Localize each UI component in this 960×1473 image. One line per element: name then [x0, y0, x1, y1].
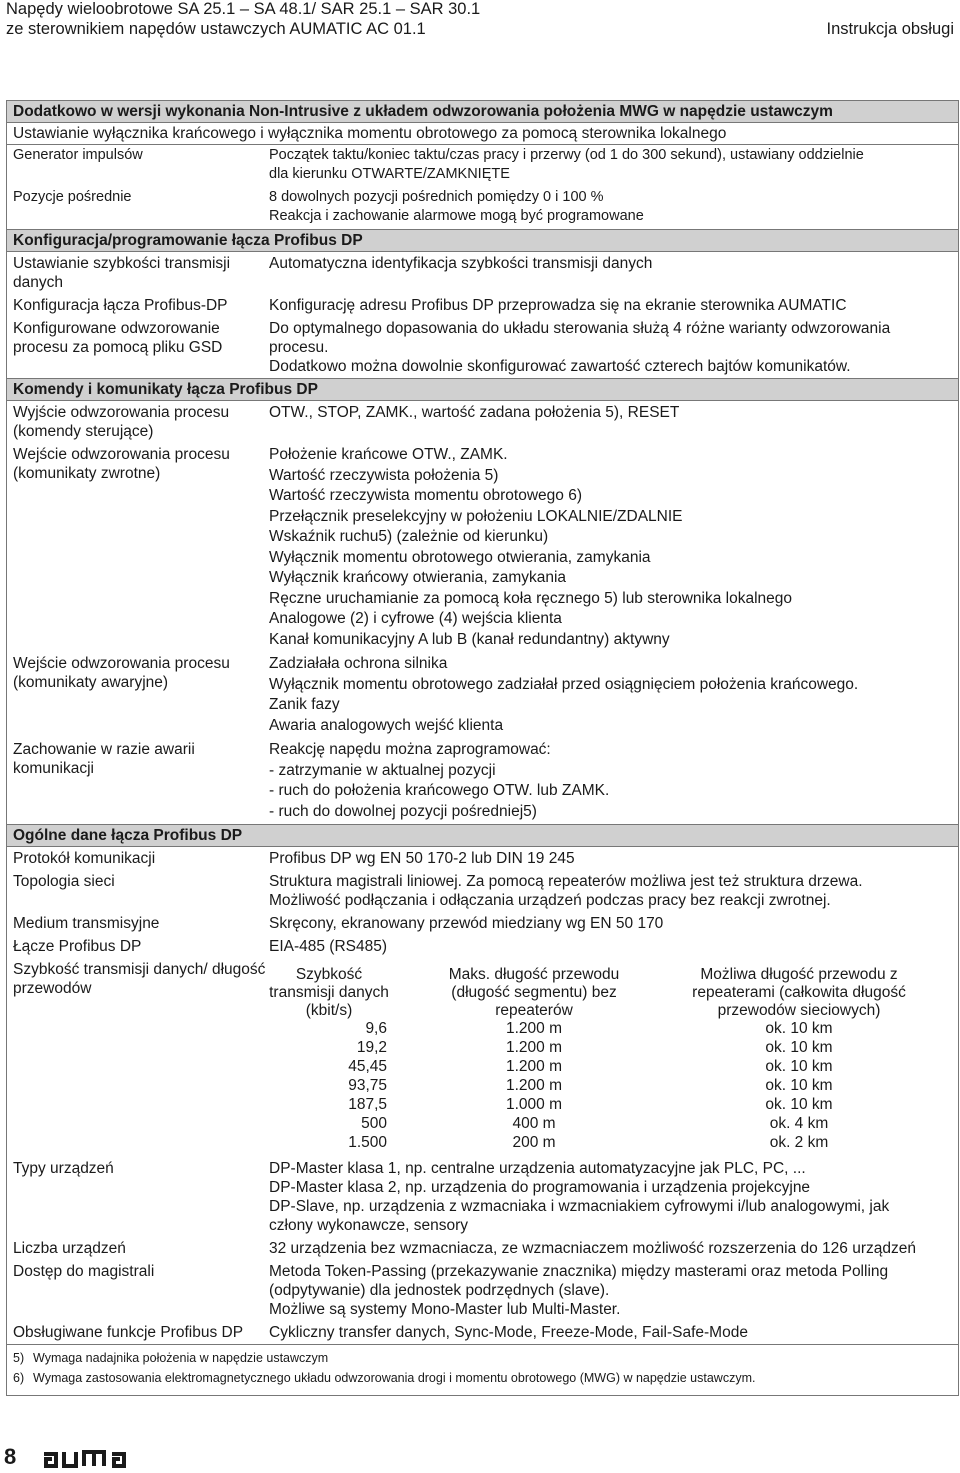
footnote-number: 5) [13, 1351, 25, 1365]
row-value [269, 296, 958, 315]
baud-repeater-column [669, 966, 929, 1153]
baud-table [269, 960, 958, 1155]
row-label: Pozycje pośrednie [13, 189, 132, 205]
baud-length-column [419, 966, 649, 1153]
baud-cell: 1.200 m [505, 1077, 562, 1094]
header-doc-type: Instrukcja obsługi [826, 20, 954, 38]
row-value [269, 1159, 958, 1235]
baud-speed-column [269, 966, 389, 1153]
table-row [7, 738, 958, 824]
row-label: Wejście odwzorowania procesu (komunikaty zwrotne) [13, 446, 230, 482]
value-line: Zanik fazy [269, 696, 340, 713]
value-line: 8 dowolnych pozycji pośrednich pomiędzy 0 i 100 % [269, 189, 604, 205]
row-label: Generator impulsów [13, 147, 143, 163]
baud-cell: 9,6 [365, 1020, 387, 1037]
baud-cell: 1.000 m [505, 1096, 562, 1113]
footnote-text: Wymaga nadajnika położenia w napędzie ustawczym [33, 1351, 329, 1365]
baud-cell: ok. 10 km [765, 1039, 833, 1056]
value-line: 32 urządzenia bez wzmacniacza, ze wzmacniaczem możliwość rozszerzenia do 126 urządzeń [269, 1240, 916, 1257]
baud-cell: ok. 10 km [765, 1077, 833, 1094]
value-line: Profibus DP wg EN 50 170-2 lub DIN 19 245 [269, 850, 575, 867]
baud-cell: 1.500 [348, 1134, 387, 1151]
row-value [269, 189, 958, 227]
row-label: Konfigurowane odwzorowanie procesu za pomocą pliku GSD [13, 320, 223, 356]
value-line: Struktura magistrali liniowej. Za pomocą repeaterów możliwa jest też struktura drzewa. [269, 873, 863, 890]
value-line: Wyłącznik momentu obrotowego otwierania, zamykania [269, 548, 651, 566]
value-line: Zadziałała ochrona silnika [269, 655, 448, 672]
baud-cell: ok. 4 km [769, 1115, 829, 1132]
table-row [7, 870, 958, 912]
column-header: Maks. długość przewodu (długość segmentu) bez repeaterów [448, 966, 620, 1019]
row-value [269, 849, 958, 868]
auma-logo [42, 1446, 128, 1473]
baud-cell: ok. 10 km [765, 1096, 833, 1113]
baud-cell: 1.200 m [505, 1020, 562, 1037]
row-label: Typy urządzeń [13, 1160, 114, 1177]
value-line: Możliwe są systemy Mono-Master lub Multi-Master. [269, 1301, 621, 1318]
spec-table [6, 100, 959, 1396]
table-row [7, 187, 958, 229]
table-row [7, 1321, 958, 1344]
row-label: Medium transmisyjne [13, 915, 160, 932]
table-row [7, 252, 958, 294]
row-value [269, 654, 958, 736]
column-header: Możliwa długość przewodu z repeaterami (całkowita długość przewodów sieciowych) [692, 966, 906, 1019]
value-line: DP-Master klasa 1, np. centralne urządzenia automatyzacyjne jak PLC, PC, ... [269, 1160, 806, 1177]
value-line: Reakcję napędu można zaprogramować: [269, 741, 551, 758]
footnote [13, 1371, 952, 1386]
value-line: Kanał komunikacyjny A lub B (kanał redundantny) aktywny [269, 630, 670, 648]
section-title: Konfiguracja/programowanie łącza Profibus DP [7, 229, 958, 252]
footnotes [7, 1344, 958, 1395]
value-line: Cykliczny transfer danych, Sync-Mode, Freeze-Mode, Fail-Safe-Mode [269, 1324, 748, 1341]
row-value [269, 147, 958, 185]
row-value [269, 1262, 958, 1319]
row-value [269, 445, 958, 650]
section-subtitle: Ustawianie wyłącznika krańcowego i wyłącznika momentu obrotowego za pomocą sterownika lokalnego [7, 123, 958, 145]
value-line: Analogowe (2) i cyfrowe (4) wejścia klienta [269, 610, 562, 627]
value-line: - ruch do dowolnej pozycji pośredniej5) [269, 802, 537, 820]
baud-cell: 1.200 m [505, 1058, 562, 1075]
row-label: Łącze Profibus DP [13, 938, 142, 955]
row-value [269, 937, 958, 956]
value-line: Wyłącznik momentu obrotowego zadziałał przed osiągnięciem położenia krańcowego. [269, 675, 859, 693]
table-row [7, 401, 958, 443]
value-line: (odpytywanie) dla jednostek podrzędnych (slave). [269, 1282, 610, 1299]
page-number: 8 [4, 1444, 17, 1469]
table-row [7, 958, 958, 1157]
row-label: Obsługiwane funkcje Profibus DP [13, 1324, 244, 1341]
baud-cell: 93,75 [348, 1077, 387, 1094]
row-value [269, 914, 958, 933]
baud-cell: 500 [361, 1115, 387, 1132]
value-line: Skręcony, ekranowany przewód miedziany wg EN 50 170 [269, 915, 664, 932]
baud-cell: 45,45 [348, 1058, 387, 1075]
row-value [269, 1239, 958, 1258]
value-line: dla kierunku OTWARTE/ZAMKNIĘTE [269, 166, 510, 182]
row-value [269, 1323, 958, 1342]
section-title: Komendy i komunikaty łącza Profibus DP [7, 378, 958, 401]
header-line-2: ze sterownikiem napędów ustawczych AUMATIC AC 01.1 [6, 20, 426, 38]
row-value [269, 403, 958, 441]
value-line: Konfigurację adresu Profibus DP przeprowadza się na ekranie sterownika AUMATIC [269, 297, 847, 314]
baud-cell: ok. 10 km [765, 1058, 833, 1075]
row-label: Konfiguracja łącza Profibus-DP [13, 297, 228, 314]
row-label: Ustawianie szybkości transmisji danych [13, 255, 231, 291]
value-line: Wskaźnik ruchu5) (zależnie od kierunku) [269, 528, 549, 545]
baud-cell: 1.200 m [505, 1039, 562, 1056]
table-row [7, 145, 958, 187]
value-line: Metoda Token-Passing (przekazywanie znacznika) między masterami oraz metoda Polling [269, 1263, 889, 1280]
row-label: Wyjście odwzorowania procesu (komendy sterujące) [13, 404, 230, 440]
column-header: Szybkość transmisji danych (kbit/s) [269, 966, 389, 1019]
value-line: Wartość rzeczywista momentu obrotowego 6) [269, 487, 582, 504]
table-row [7, 1237, 958, 1260]
table-row [7, 443, 958, 652]
row-label: Topologia sieci [13, 873, 115, 890]
table-row [7, 935, 958, 958]
value-line: Reakcja i zachowanie alarmowe mogą być programowane [269, 208, 644, 224]
value-line: Do optymalnego dopasowania do układu sterowania służą 4 różne warianty odwzorowania [269, 320, 891, 337]
table-row [7, 294, 958, 317]
header-title [6, 0, 480, 39]
row-label: Zachowanie w razie awarii komunikacji [13, 741, 195, 777]
value-line: Przełącznik preselekcyjny w położeniu LOKALNIE/ZDALNIE [269, 507, 683, 525]
footnote-text: Wymaga zastosowania elektromagnetycznego układu odwzorowania drogi i momentu obrotowego (MWG) w napędzie ustawczym. [33, 1371, 756, 1385]
value-line: - ruch do położenia krańcowego OTW. lub ZAMK. [269, 782, 610, 799]
table-row [7, 1260, 958, 1321]
value-line: Początek taktu/koniec taktu/czas pracy i przerwy (od 1 do 300 sekund), ustawiany oddzielnie [269, 147, 864, 163]
footnote [13, 1351, 952, 1366]
value-line: Dodatkowo można dowolnie skonfigurować zawartość czterech bajtów komunikatów. [269, 358, 851, 375]
row-value [269, 740, 958, 822]
baud-cell: ok. 2 km [769, 1134, 829, 1151]
value-line: Automatyczna identyfikacja szybkości transmisji danych [269, 255, 653, 272]
value-line: Wartość rzeczywista położenia 5) [269, 466, 499, 484]
row-label: Dostęp do magistrali [13, 1263, 155, 1280]
table-row [7, 1157, 958, 1237]
table-row [7, 652, 958, 738]
baud-cell: 19,2 [356, 1039, 387, 1056]
row-value [269, 319, 958, 376]
footnote-number: 6) [13, 1371, 25, 1385]
value-line: Możliwość podłączania i odłączania urządzeń podczas pracy bez reakcji zwrotnej. [269, 892, 831, 909]
table-row [7, 317, 958, 378]
value-line: - zatrzymanie w aktualnej pozycji [269, 761, 496, 779]
row-value [269, 872, 958, 910]
row-label: Szybkość transmisji danych/ długość przewodów [13, 961, 266, 997]
section-title: Dodatkowo w wersji wykonania Non-Intrusive z układem odwzorowania położenia MWG w napędzie ustawczym [7, 101, 958, 123]
baud-cell: ok. 10 km [765, 1020, 833, 1037]
value-line: Ręczne uruchamianie za pomocą koła ręcznego 5) lub sterownika lokalnego [269, 589, 792, 607]
value-line: OTW., STOP, ZAMK., wartość zadana położenia 5), RESET [269, 404, 680, 421]
baud-cell: 200 m [512, 1134, 556, 1151]
table-row [7, 912, 958, 935]
value-line: DP-Slave, np. urządzenia z wzmacniaka i wzmacniakiem cyfrowymi i/lub analogowymi, jak [269, 1198, 890, 1215]
baud-cell: 187,5 [348, 1096, 387, 1113]
header-line-1: Napędy wieloobrotowe SA 25.1 – SA 48.1/ SAR 25.1 – SAR 30.1 [6, 0, 481, 18]
page-header [0, 0, 960, 44]
row-value [269, 254, 958, 292]
table-row [7, 847, 958, 870]
row-label: Wejście odwzorowania procesu (komunikaty awaryjne) [13, 655, 230, 691]
row-label: Liczba urządzeń [13, 1240, 126, 1257]
value-line: DP-Master klasa 2, np. urządzenia do programowania i urządzenia projekcyjne [269, 1179, 811, 1196]
value-line: Awaria analogowych wejść klienta [269, 716, 504, 734]
section-title: Ogólne dane łącza Profibus DP [7, 824, 958, 847]
value-line: EIA-485 (RS485) [269, 938, 388, 955]
value-line: człony wykonawcze, sensory [269, 1217, 468, 1234]
row-label: Protokół komunikacji [13, 850, 156, 867]
value-line: Położenie krańcowe OTW., ZAMK. [269, 446, 508, 463]
baud-cell: 400 m [512, 1115, 556, 1132]
value-line: Wyłącznik krańcowy otwierania, zamykania [269, 569, 567, 586]
value-line: procesu. [269, 339, 329, 356]
